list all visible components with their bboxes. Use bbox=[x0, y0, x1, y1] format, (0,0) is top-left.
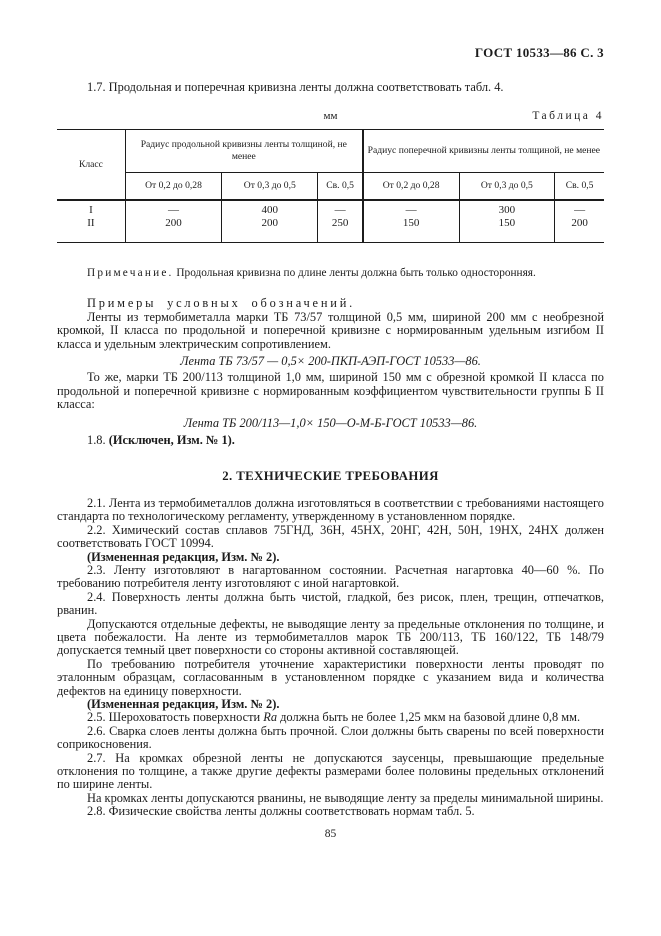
value-II-col4: 150 bbox=[402, 217, 420, 230]
table-4-subheader-row bbox=[57, 172, 604, 200]
value-II-col6: 200 bbox=[571, 217, 588, 230]
page-number: 85 bbox=[324, 827, 337, 840]
revision-note-1: (Измененная редакция, Изм. № 2). bbox=[87, 549, 280, 564]
clause-1-8-number: 1.8. bbox=[87, 433, 109, 448]
clause-2-5-symbol: Ra bbox=[263, 710, 278, 725]
note-text: Продольная кривизна по длине ленты должна быть только односторонняя. bbox=[173, 266, 536, 279]
table-4 bbox=[57, 129, 604, 243]
table-4-subcol-4: От 0,2 до 0,28 bbox=[363, 172, 459, 200]
clause-1-8 bbox=[57, 434, 604, 447]
clause-2-5-pre: 2.5. Шероховатость поверхности bbox=[87, 710, 264, 725]
revision-note-2: (Измененная редакция, Изм. № 2). bbox=[87, 696, 280, 711]
example-2-designation: Лента ТБ 200/113—1,0× 150—О-М-Б-ГОСТ 10533—86. bbox=[183, 415, 478, 430]
table-cell-col2 bbox=[222, 200, 318, 243]
clause-1-8-excluded: (Исключен, Изм. № 1). bbox=[108, 433, 235, 448]
table-cell-col3 bbox=[318, 200, 363, 243]
table-4-subcol-1: От 0,2 до 0,28 bbox=[125, 172, 221, 200]
clause-2-7-edges: На кромках ленты допускаются рванины, не выводящие ленту за пределы минимальной ширины. bbox=[87, 790, 604, 805]
table-cell-col6 bbox=[555, 200, 604, 243]
example-2-text: То же, марки ТБ 200/113 толщиной 1,0 мм, шириной 150 мм с обрезной кромкой II класса по продольной и поперечной кривизне с нормированным коэффициентом чувствительности группы Б II класса: bbox=[57, 370, 604, 412]
table-4-class-values bbox=[57, 200, 125, 243]
clause-2-5-post: должна быть не более 1,25 мкм на базовой длине 0,8 мм. bbox=[277, 710, 581, 725]
table-4-data-rows bbox=[57, 200, 604, 243]
clause-2-4: 2.4. Поверхность ленты должна быть чистой, гладкой, без рисок, плен, трещин, отпечатков, рванин. bbox=[57, 589, 604, 618]
table-4-class-header: Класс bbox=[57, 129, 125, 200]
clause-2-3: 2.3. Ленту изготовляют в нагартованном состоянии. Расчетная нагартовка 40—60 %. По требованию потребителя ленту изготовляют с иной нагартовкой. bbox=[57, 562, 604, 591]
value-I-col1: — bbox=[168, 203, 179, 216]
value-II-col1: 200 bbox=[165, 217, 182, 230]
examples-heading: Примеры условных обозначений. bbox=[87, 296, 356, 311]
table-unit-label: мм bbox=[323, 109, 338, 122]
note-label: Примечание. bbox=[87, 266, 174, 279]
table-4-note bbox=[57, 267, 604, 280]
value-I-col5: 300 bbox=[498, 203, 516, 216]
clause-2-5 bbox=[57, 711, 604, 724]
table-row-class-I: I bbox=[89, 203, 93, 216]
table-4-group-right-header: Радиус поперечной кривизны ленты толщиной, не менее bbox=[363, 129, 604, 172]
example-1-text: Ленты из термобиметалла марки ТБ 73/57 толщиной 0,5 мм, шириной 200 мм с необрезной кромкой, II класса по продольной и поперечной кривизне с нормированным удельным изгибом II класса и удельным электрическим сопротивлением. bbox=[57, 309, 604, 351]
value-II-col5: 150 bbox=[498, 217, 516, 230]
value-I-col4: — bbox=[405, 203, 417, 216]
clause-1-7: 1.7. Продольная и поперечная кривизна ленты должна соответствовать табл. 4. bbox=[87, 80, 504, 95]
table-4-subcol-2: От 0,3 до 0,5 bbox=[222, 172, 318, 200]
table-4-subcol-3: Св. 0,5 bbox=[318, 172, 363, 200]
value-I-col6: — bbox=[574, 203, 586, 216]
section-2-title: 2. ТЕХНИЧЕСКИЕ ТРЕБОВАНИЯ bbox=[222, 469, 439, 484]
table-caption: Таблица 4 bbox=[532, 109, 604, 122]
table-caption-row bbox=[57, 110, 604, 124]
table-4-group-left-header: Радиус продольной кривизны ленты толщиной, не менее bbox=[125, 129, 362, 172]
clause-2-1: 2.1. Лента из термобиметаллов должна изготовляться в соответствии с требованиями настоящего стандарта по технологическому регламенту, утвержденному в установленном порядке. bbox=[57, 495, 604, 524]
clause-2-8: 2.8. Физические свойства ленты должны соответствовать нормам табл. 5. bbox=[87, 804, 475, 819]
example-1-designation: Лента ТБ 73/57 — 0,5× 200-ПКП-АЭП-ГОСТ 10533—86. bbox=[180, 354, 481, 369]
table-cell-col5 bbox=[459, 200, 555, 243]
table-row-class-II: II bbox=[87, 217, 95, 230]
value-I-col3: — bbox=[334, 203, 346, 216]
table-cell-col1 bbox=[125, 200, 221, 243]
clause-2-6: 2.6. Сварка слоев ленты должна быть прочной. Слои должны быть сварены по всей поверхности соприкосновения. bbox=[57, 723, 604, 752]
clause-2-4-samples: По требованию потребителя уточнение характеристики поверхности ленты проводят по эталонным образцам, согласованным в установленном порядке с указанием вида и количества дефектов на единицу поверхности. bbox=[57, 656, 604, 698]
table-4-subcol-5: От 0,3 до 0,5 bbox=[459, 172, 555, 200]
clause-2-7: 2.7. На кромках обрезной ленты не допускаются заусенцы, превышающие предельные отклонения по толщине, а также другие дефекты размерами более половины предельных отклонений по ширине ленты. bbox=[57, 750, 604, 792]
table-cell-col4 bbox=[363, 200, 459, 243]
clause-2-4-defects: Допускаются отдельные дефекты, не выводящие ленту за предельные отклонения по толщине, и цвета побежалости. На ленте из термобиметаллов марок ТБ 200/113, ТБ 160/122, ТБ 148/79 допускается темный цвет поверхности со стороны активной составляющей. bbox=[57, 616, 604, 658]
clause-2-2: 2.2. Химический состав сплавов 75ГНД, 36Н, 45НХ, 20НГ, 42Н, 50Н, 19НХ, 24НХ должен соответствовать ГОСТ 10994. bbox=[57, 522, 604, 551]
value-II-col3: 250 bbox=[331, 217, 349, 230]
table-4-group-header-row bbox=[57, 129, 604, 172]
table-4-subcol-6: Св. 0,5 bbox=[555, 172, 604, 200]
value-I-col2: 400 bbox=[261, 203, 279, 216]
running-header: ГОСТ 10533—86 С. 3 bbox=[474, 45, 604, 60]
value-II-col2: 200 bbox=[261, 217, 279, 230]
